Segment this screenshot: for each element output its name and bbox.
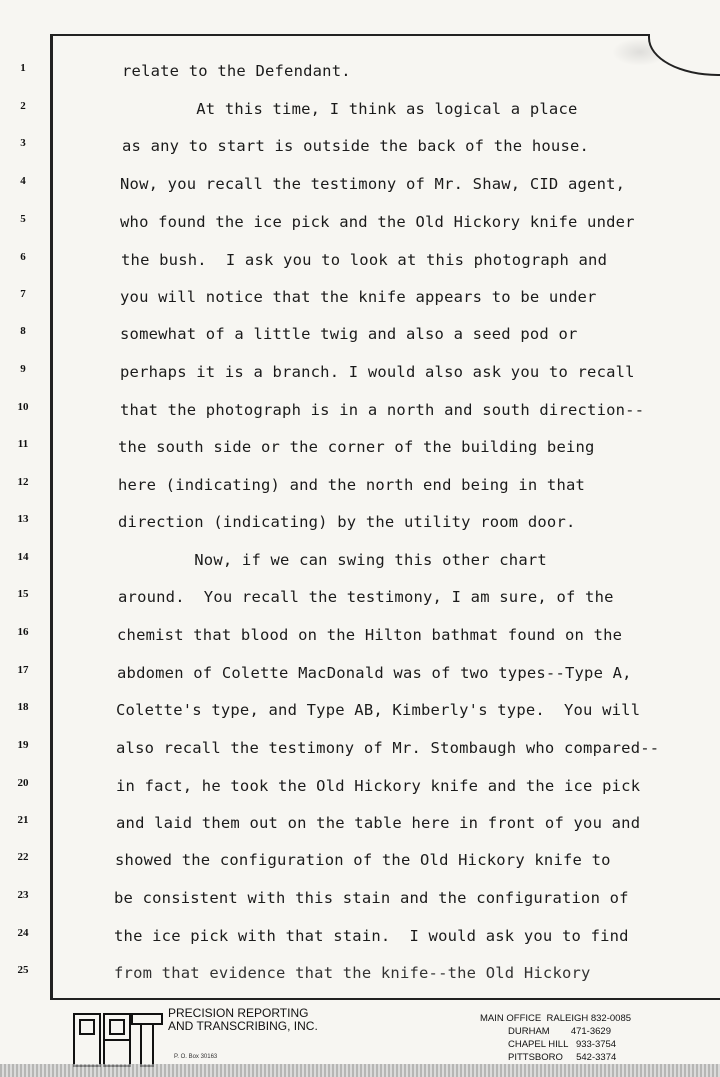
office-phone: 933-3754 (575, 1039, 617, 1050)
transcript-line: and laid them out on the table here in front of you and (116, 814, 641, 832)
transcript-line: also recall the testimony of Mr. Stombaugh who compared-- (116, 739, 660, 757)
office-row (480, 1038, 631, 1051)
office-label: MAIN OFFICE RALEIGH (480, 1013, 589, 1024)
office-phone: 542-3374 (576, 1052, 617, 1063)
office-row (480, 1025, 631, 1038)
line-number: 21 (17, 814, 29, 826)
transcript-line: who found the ice pick and the Old Hickory knife under (120, 213, 635, 231)
transcript-line: At this time, I think as logical a place (120, 100, 578, 118)
office-row (480, 1051, 631, 1064)
transcript-line: direction (indicating) by the utility room door. (118, 513, 576, 531)
transcript-line: Colette's type, and Type AB, Kimberly's type. You will (116, 701, 641, 719)
line-number: 10 (17, 401, 29, 413)
transcript-line: in fact, he took the Old Hickory knife and the ice pick (116, 777, 641, 795)
transcript-line: Now, you recall the testimony of Mr. Shaw, CID agent, (120, 175, 626, 193)
office-phone: 832-0085 (590, 1013, 632, 1024)
transcript-line: Now, if we can swing this other chart (118, 551, 547, 569)
line-number: 12 (17, 476, 29, 488)
line-number: 20 (17, 777, 29, 789)
line-number: 8 (20, 325, 26, 337)
pat-logo-icon (72, 1008, 164, 1070)
line-number: 7 (20, 288, 26, 300)
transcript-line: that the photograph is in a north and south direction-- (120, 401, 645, 419)
line-number: 16 (17, 626, 29, 638)
line-number: 9 (20, 363, 26, 375)
line-number: 24 (17, 927, 29, 939)
transcript-line: relate to the Defendant. (122, 62, 351, 80)
transcript-line: the bush. I ask you to look at this photograph and (121, 251, 608, 269)
office-label: CHAPEL HILL (508, 1039, 569, 1050)
transcript-line: be consistent with this stain and the configuration of (114, 889, 629, 907)
line-number: 17 (17, 664, 29, 676)
transcript-line: abdomen of Colette MacDonald was of two types--Type A, (117, 664, 632, 682)
line-number: 15 (17, 588, 29, 600)
transcript-line: from that evidence that the knife--the Old Hickory (114, 964, 591, 982)
company-name (168, 1007, 318, 1033)
scan-edge-band (0, 1064, 720, 1077)
frame-corner-curl (648, 34, 720, 76)
transcript-line: you will notice that the knife appears to be under (120, 288, 597, 306)
transcript-line: the ice pick with that stain. I would ask you to find (114, 927, 629, 945)
transcript-line: perhaps it is a branch. I would also ask you to recall (120, 363, 635, 381)
transcript-line: chemist that blood on the Hilton bathmat found on the (117, 626, 623, 644)
po-box: P. O. Box 30163 (174, 1054, 218, 1060)
line-number: 18 (17, 701, 29, 713)
line-number: 5 (20, 213, 26, 225)
line-number: 25 (17, 964, 29, 976)
office-phone: 471-3629 (570, 1026, 611, 1037)
company-name-line2: AND TRANSCRIBING, INC. (168, 1019, 318, 1033)
transcript-line: as any to start is outside the back of the house. (122, 137, 590, 155)
transcript-line: the south side or the corner of the building being (118, 438, 595, 456)
line-number: 2 (20, 100, 26, 112)
transcript-line: somewhat of a little twig and also a seed pod or (120, 325, 578, 343)
line-number: 3 (20, 137, 26, 149)
transcript-line: here (indicating) and the north end being in that (118, 476, 586, 494)
line-number: 23 (17, 889, 29, 901)
transcript-line: around. You recall the testimony, I am sure, of the (118, 588, 614, 606)
office-list (480, 1012, 631, 1064)
line-number: 22 (17, 851, 29, 863)
transcript-line: showed the configuration of the Old Hickory knife to (115, 851, 611, 869)
line-number: 1 (20, 62, 26, 74)
line-number: 11 (17, 438, 29, 450)
line-number: 14 (17, 551, 29, 563)
line-number: 13 (17, 513, 29, 525)
office-label: PITTSBORO (508, 1052, 563, 1063)
office-row (480, 1012, 631, 1025)
company-name-line1: PRECISION REPORTING (168, 1006, 309, 1020)
line-number: 4 (20, 175, 26, 187)
office-label: DURHAM (508, 1026, 550, 1037)
line-number: 6 (20, 251, 26, 263)
line-number: 19 (17, 739, 29, 751)
